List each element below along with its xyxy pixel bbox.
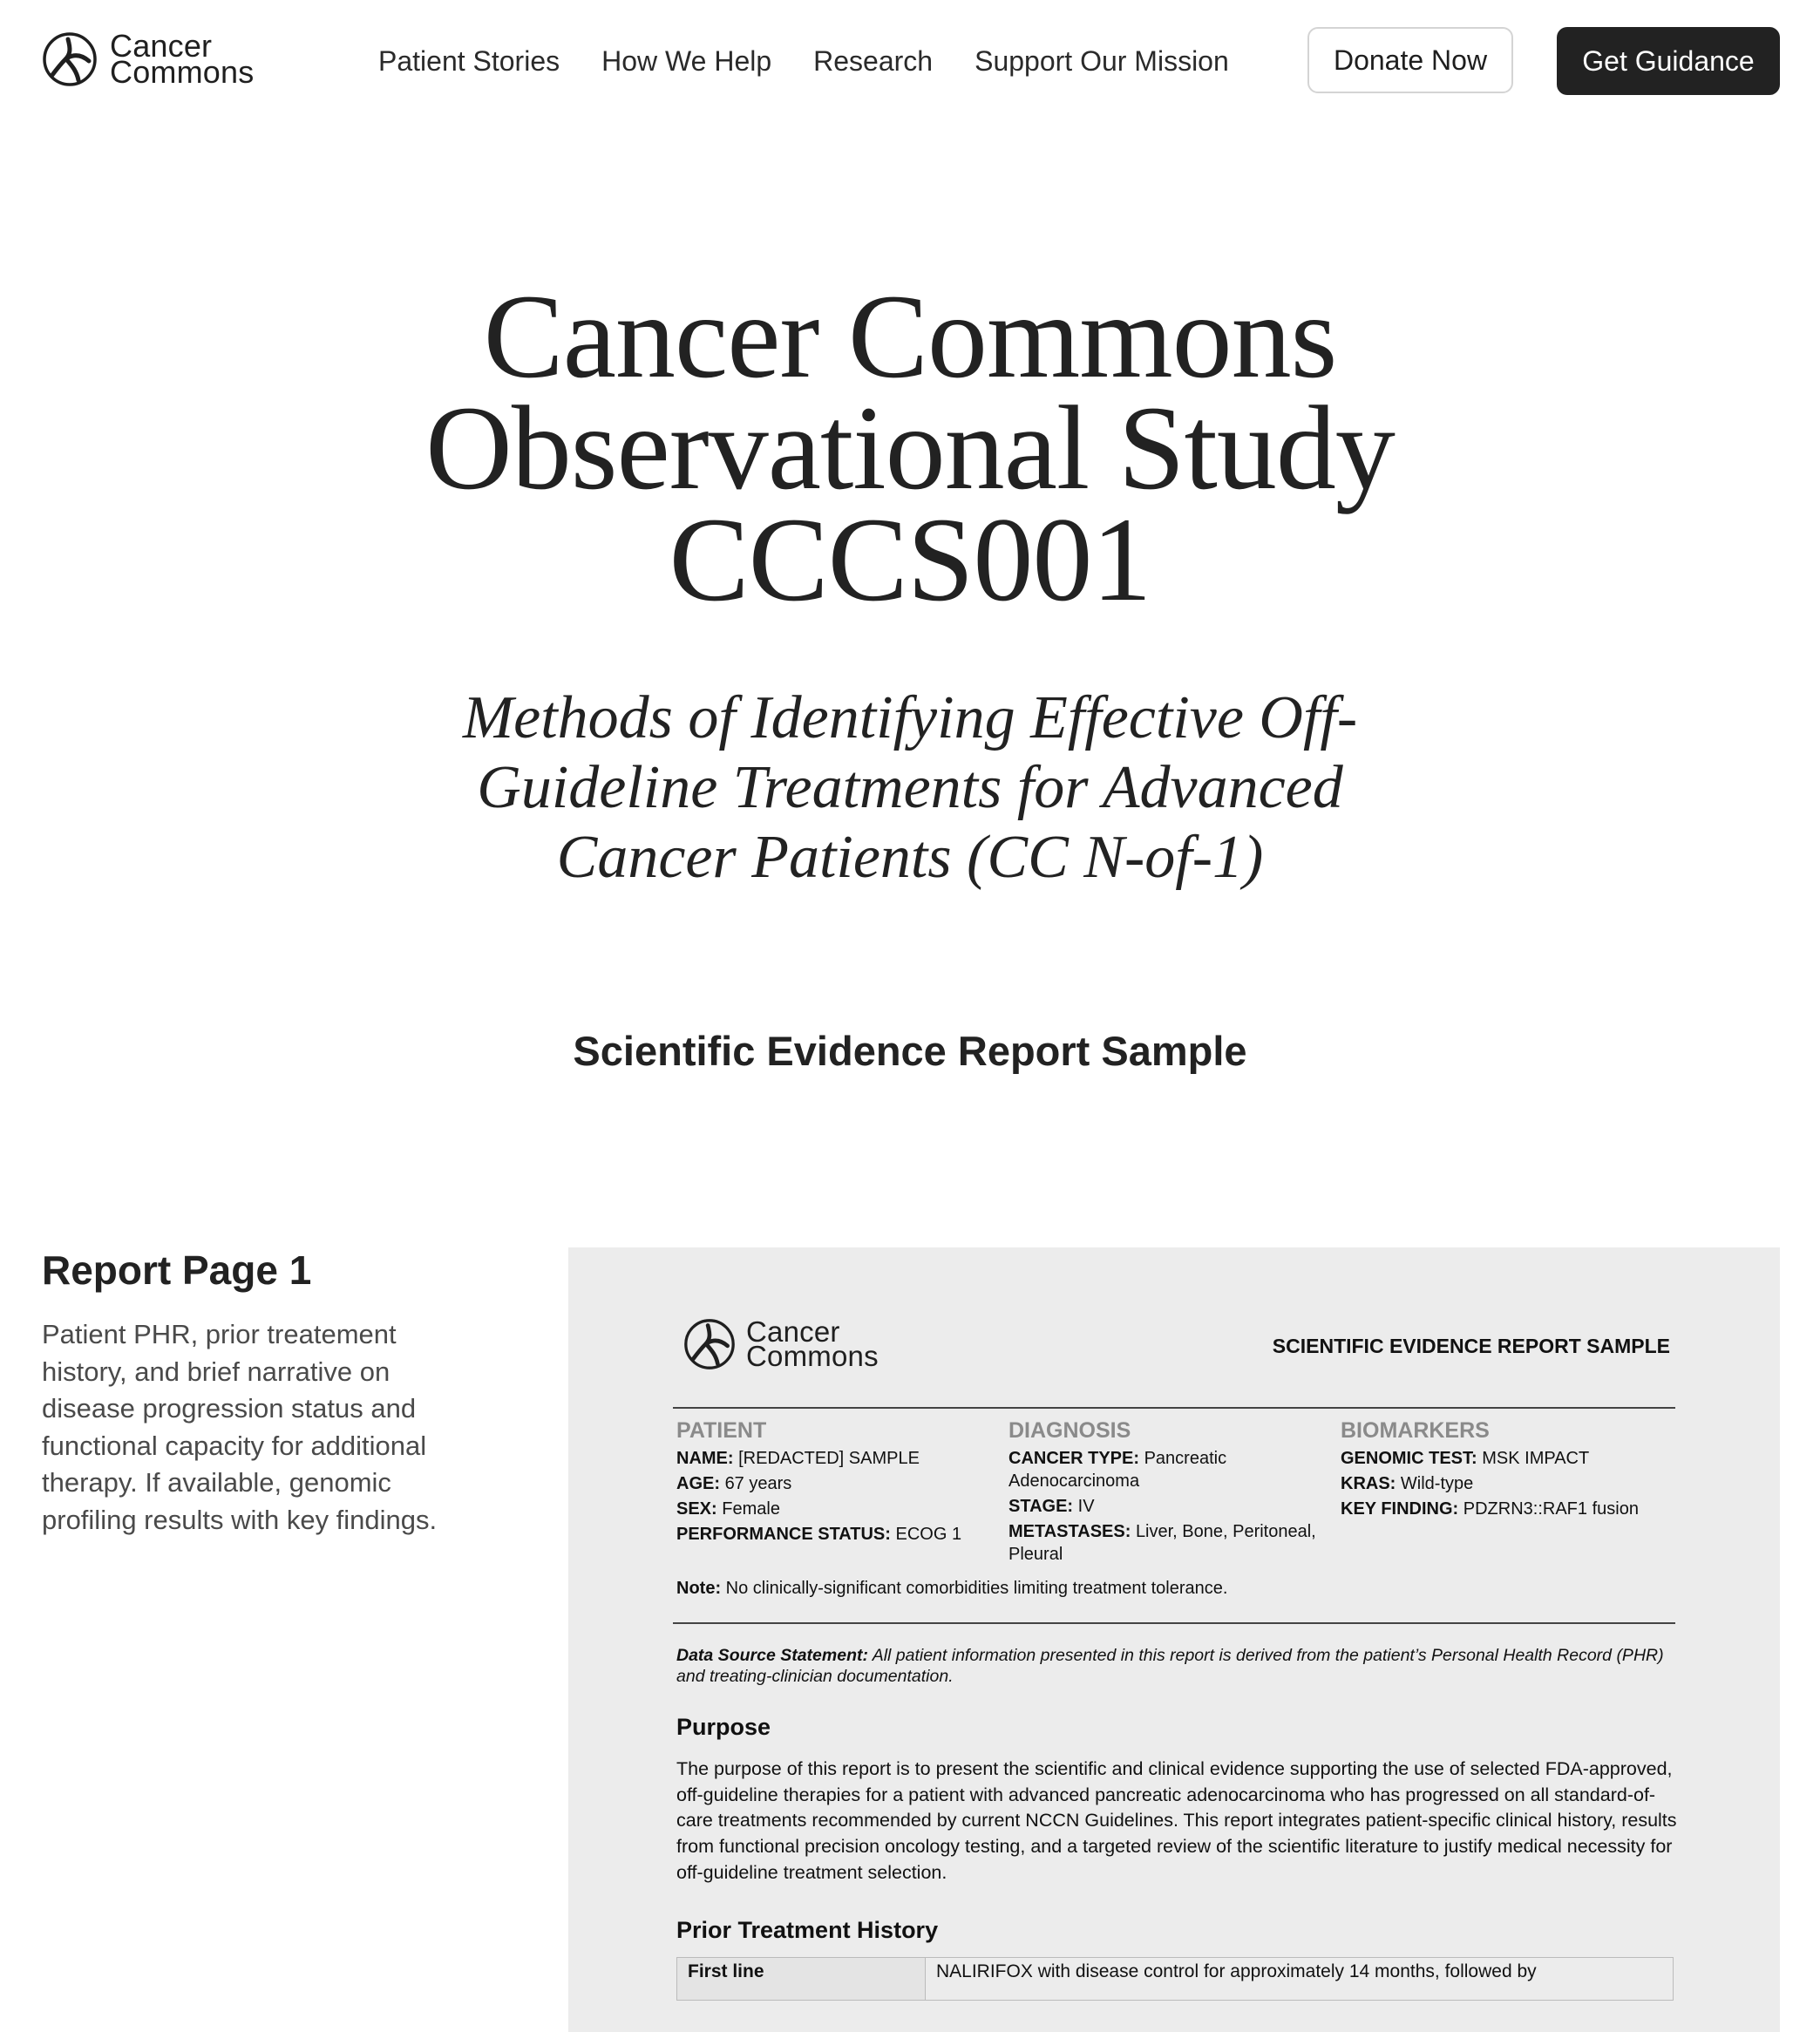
nav-support-our-mission[interactable]: Support Our Mission: [975, 45, 1229, 77]
nav-patient-stories[interactable]: Patient Stories: [378, 45, 560, 77]
brand-line-2: Commons: [110, 54, 255, 90]
site-header: [0, 0, 1820, 122]
biomarker-genomic-test: GENOMIC TEST: MSK IMPACT: [1341, 1449, 1590, 1468]
nav-how-we-help[interactable]: How We Help: [601, 45, 772, 77]
cancer-commons-logo-icon: [683, 1318, 736, 1370]
diagnosis-stage: STAGE: IV: [1008, 1497, 1095, 1516]
page-subtitle: Methods of Identifying Effective Off-Guideline Treatments for Advanced Cancer Patients (CC N-of-1): [462, 684, 1358, 891]
report-brand-line-1: Cancer: [746, 1315, 840, 1348]
diagnosis-metastases: METASTASES: Liver, Bone, Peritoneal, Pleural: [1008, 1522, 1316, 1564]
page-title: Cancer Commons Observational Study CCCS001: [425, 269, 1395, 626]
patient-sex: SEX: Female: [676, 1499, 780, 1519]
prior-treatment-table: [676, 1957, 1674, 2001]
report-page-label: Report Page 1: [42, 1247, 312, 1293]
report-note: Note: No clinically-significant comorbidities limiting treatment tolerance.: [676, 1579, 1228, 1598]
biomarker-key-finding: KEY FINDING: PDZRN3::RAF1 fusion: [1341, 1499, 1639, 1519]
patient-name: NAME: [REDACTED] SAMPLE: [676, 1449, 920, 1468]
purpose-text: The purpose of this report is to present the scientific and clinical evidence supporting the use of selected FDA-approved, off-guideline therapies for a patient with advanced pancreatic adenocarcinoma who has progressed on all standard-of-care treatments recommended by current NCCN Guidelines. This report integrates patient-specific clinical history, results from functional precision oncology testing, and a targeted review of the scientific literature to justify medical necessity for off-guideline treatment selection.: [676, 1758, 1677, 1883]
brand-wordmark: [110, 28, 255, 90]
main-nav: [378, 39, 1271, 83]
patient-heading: PATIENT: [676, 1418, 767, 1443]
donate-now-button[interactable]: Donate Now: [1307, 27, 1513, 93]
patient-age: AGE: 67 years: [676, 1474, 792, 1493]
nav-research[interactable]: Research: [813, 45, 934, 77]
report-preview: [568, 1247, 1780, 2032]
brand-line-1: Cancer: [110, 28, 213, 64]
table-row: [677, 1958, 1674, 2001]
diagnosis-cancer-type: CANCER TYPE: Pancreatic Adenocarcinoma: [1008, 1449, 1227, 1491]
prior-treatment-heading: Prior Treatment History: [676, 1917, 939, 1943]
report-divider: [673, 1622, 1675, 1624]
cancer-commons-logo-icon: [42, 31, 98, 87]
biomarker-kras: KRAS: Wild-type: [1341, 1474, 1474, 1493]
treatment-detail-cell: NALIRIFOX with disease control for approximately 14 months, followed by: [926, 1958, 1674, 2001]
report-brand-line-2: Commons: [746, 1340, 879, 1372]
treatment-line-cell: First line: [677, 1958, 926, 2001]
biomarkers-section: [1341, 1417, 1675, 1523]
data-source-statement: Data Source Statement: All patient information presented in this report is derived from the patient’s Personal Health Record (PHR) and treating-clinician documentation.: [676, 1646, 1664, 1686]
section-heading: Scientific Evidence Report Sample: [573, 1028, 1247, 1074]
diagnosis-section: [1008, 1417, 1333, 1568]
report-doc-title: SCIENTIFIC EVIDENCE REPORT SAMPLE: [1272, 1335, 1670, 1357]
purpose-heading: Purpose: [676, 1714, 771, 1740]
report-page-description: Patient PHR, prior treatement history, and brief narrative on disease progression status and functional capacity for additional therapy. If available, genomic profiling results with key findings.: [42, 1319, 438, 1535]
patient-performance-status: PERFORMANCE STATUS: ECOG 1: [676, 1525, 962, 1544]
get-guidance-button[interactable]: Get Guidance: [1557, 27, 1780, 95]
patient-section: [676, 1417, 999, 1548]
report-logo: [683, 1315, 879, 1372]
report-brand-wordmark: [746, 1315, 879, 1372]
biomarkers-heading: BIOMARKERS: [1341, 1418, 1490, 1443]
diagnosis-heading: DIAGNOSIS: [1008, 1418, 1131, 1443]
report-divider: [673, 1407, 1675, 1409]
brand-logo[interactable]: [42, 28, 255, 90]
